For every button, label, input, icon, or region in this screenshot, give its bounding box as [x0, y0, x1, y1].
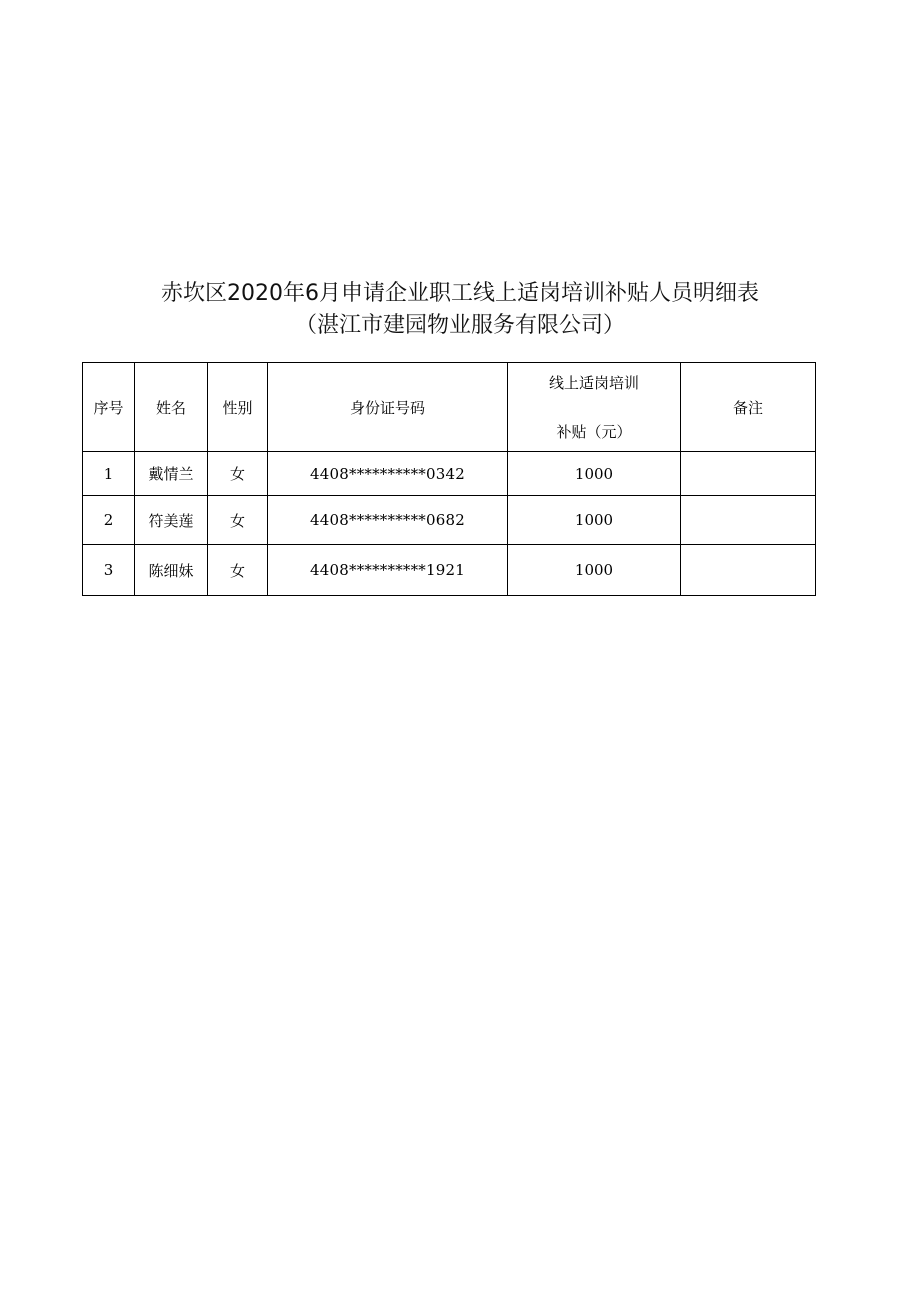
cell-subsidy: 1000 — [508, 545, 681, 596]
document-title — [0, 278, 920, 342]
header-subsidy-line2: 补贴（元） — [556, 423, 632, 441]
cell-remarks — [681, 496, 816, 545]
cell-id-number: 4408**********0342 — [268, 452, 508, 496]
cell-id-number: 4408**********0682 — [268, 496, 508, 545]
header-name: 姓名 — [135, 363, 208, 452]
cell-name: 戴情兰 — [135, 452, 208, 496]
cell-gender: 女 — [208, 545, 268, 596]
header-gender: 性别 — [208, 363, 268, 452]
cell-seq: 2 — [83, 496, 135, 545]
title-line-company: （湛江市建园物业服务有限公司） — [294, 313, 625, 338]
cell-subsidy: 1000 — [508, 496, 681, 545]
header-id-number: 身份证号码 — [268, 363, 508, 452]
header-subsidy-line1: 线上适岗培训 — [548, 374, 639, 392]
table-header-row — [83, 363, 816, 452]
header-remarks: 备注 — [681, 363, 816, 452]
cell-gender: 女 — [208, 496, 268, 545]
cell-gender: 女 — [208, 452, 268, 496]
table-row — [83, 496, 816, 545]
cell-subsidy: 1000 — [508, 452, 681, 496]
cell-seq: 1 — [83, 452, 135, 496]
table-row — [83, 452, 816, 496]
cell-remarks — [681, 452, 816, 496]
header-seq: 序号 — [83, 363, 135, 452]
title-line-main: 赤坎区2020年6月申请企业职工线上适岗培训补贴人员明细表 — [161, 281, 759, 306]
cell-id-number: 4408**********1921 — [268, 545, 508, 596]
header-subsidy — [508, 363, 681, 452]
subsidy-detail-table — [82, 362, 816, 596]
table-row — [83, 545, 816, 596]
cell-name: 符美莲 — [135, 496, 208, 545]
cell-remarks — [681, 545, 816, 596]
cell-seq: 3 — [83, 545, 135, 596]
cell-name: 陈细妹 — [135, 545, 208, 596]
